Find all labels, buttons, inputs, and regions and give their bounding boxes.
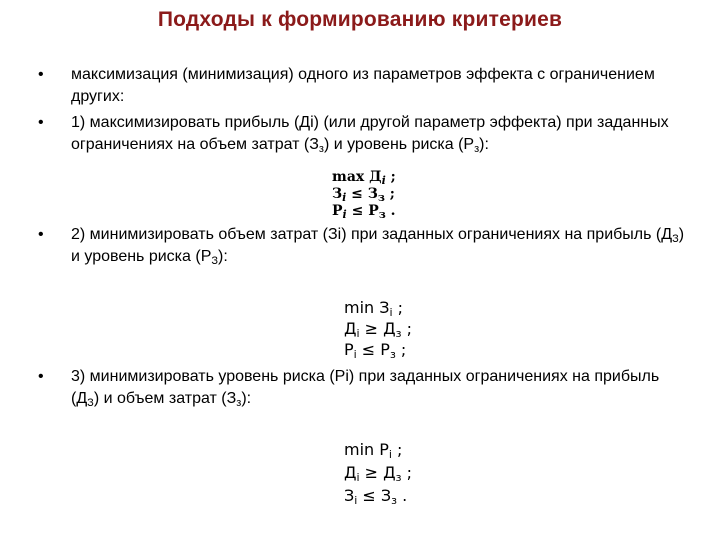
text-part: 1) максимизировать прибыль (Дi) (или другой параметр эффекта) при заданных ограничениях на объем затрат (З <box>71 114 669 153</box>
formula-min-cost <box>344 300 412 363</box>
subscript: З <box>211 255 219 267</box>
subscript: З <box>87 397 94 409</box>
bullet-text <box>71 224 688 268</box>
formula-row: $\max Д_i$ ; <box>332 169 396 187</box>
bullet-text: максимизация (минимизация) одного из параметров эффекта с ограничением других: <box>71 66 655 105</box>
formula-row: $З_i \le З_з$ . <box>344 486 408 507</box>
subscript: з <box>318 143 324 155</box>
formula-min-risk <box>344 442 412 511</box>
slide-title: Подходы к формированию критериев <box>157 8 563 31</box>
bullet-item-4 <box>38 366 688 410</box>
text-part: ) и объем затрат (З <box>93 390 237 407</box>
bullet-text <box>71 366 688 410</box>
bullet-dot: • <box>38 114 44 131</box>
bullet-item-3 <box>38 224 688 268</box>
bullet-item-2 <box>38 112 688 156</box>
bullet-text <box>71 112 688 156</box>
subscript: з <box>236 397 242 409</box>
formula-row: $Д_i \ge Д_з$ ; <box>344 463 412 484</box>
subscript: З <box>672 233 679 245</box>
formula-row: $\min Р_i$ ; <box>344 440 403 461</box>
text-part: ) и уровень риска (Р <box>323 136 475 153</box>
subscript: з <box>474 143 480 155</box>
bullet-item-1 <box>38 64 688 108</box>
bullet-dot: • <box>38 368 44 385</box>
formula-max-profit <box>332 170 396 221</box>
formula-row: $\min З_i$ ; <box>344 298 404 319</box>
formula-row: $Р_i \le Р_з$ ; <box>344 340 407 361</box>
formula-row: $Д_i \ge Д_з$ ; <box>344 319 412 340</box>
formula-row: $З_i \le З_з$ ; <box>332 186 395 204</box>
bullet-dot: • <box>38 226 44 243</box>
formula-row: $Р_i \le Р_з$ . <box>332 203 396 221</box>
text-part: 2) минимизировать объем затрат (Зi) при заданных ограничениях на прибыль (Д <box>71 226 673 243</box>
text-part: ) и уровень риска (Р <box>71 226 685 265</box>
bullet-dot: • <box>38 66 44 83</box>
text-part: ): <box>218 248 228 265</box>
text-part: ): <box>479 136 489 153</box>
text-part: ): <box>241 390 252 407</box>
text-part: 3) минимизировать уровень риска (Рi) при заданных ограничениях на прибыль (Д <box>71 368 660 407</box>
